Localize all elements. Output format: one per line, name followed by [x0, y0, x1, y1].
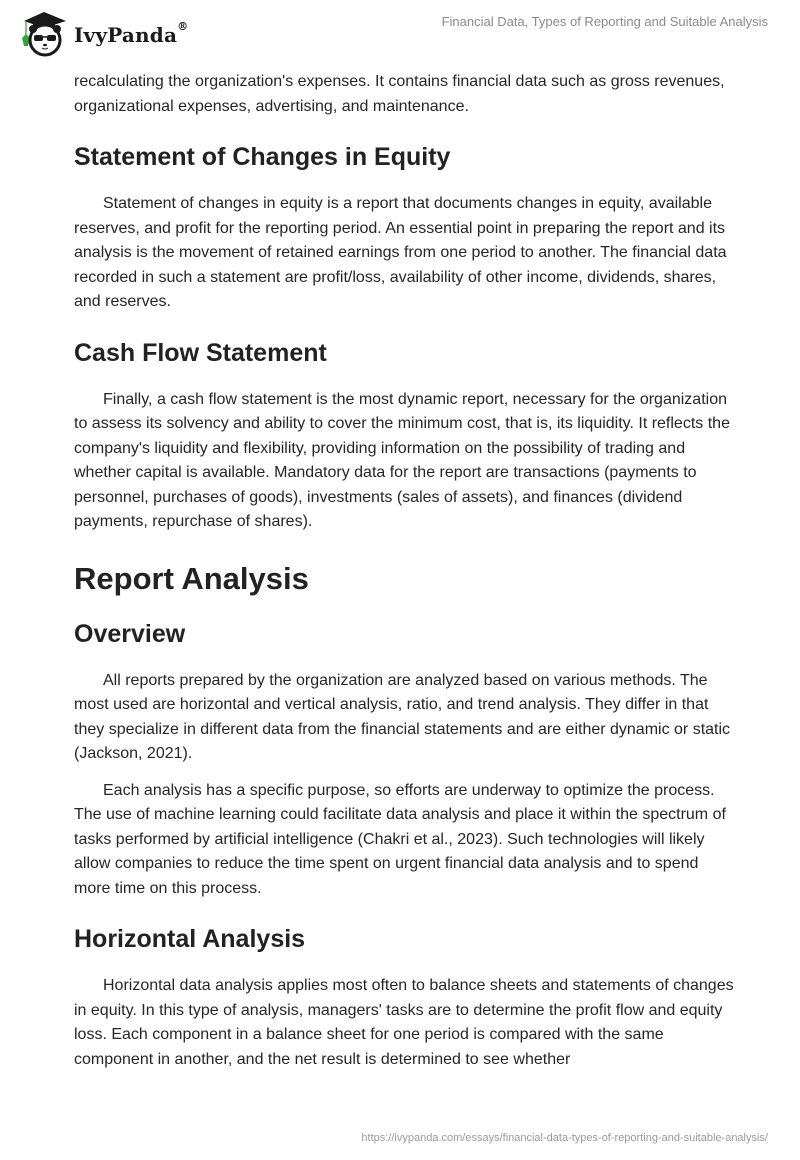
paragraph-overview-1: All reports prepared by the organization are analyzed based on various methods. The most used are horizontal and vertical analysis, ratio, and trend analysis. They differ in that they specialize in different data from the financial statements and are either dynamic or static (Jackson, 2021).: [74, 671, 731, 762]
paragraph-cash-flow: Finally, a cash flow statement is the most dynamic report, necessary for the organization to assess its solvency and ability to cover the minimum cost, that is, its liquidity. It reflects the company's liquidity and flexibility, providing information on the possibility of trading and whether capital is available. Mandatory data for the report are transactions (payments to personnel, purchases of goods), investments (sales of assets), and finances (dividend payments, repurchase of shares).: [74, 390, 730, 530]
section-heading-overview: Overview: [74, 619, 186, 648]
main-heading-report-analysis: Report Analysis: [74, 560, 309, 596]
section-heading-cash-flow: Cash Flow Statement: [74, 338, 327, 367]
brand-name: IvyPanda®: [74, 20, 189, 47]
paragraph-horizontal-analysis: Horizontal data analysis applies most often to balance sheets and statements of changes in equity. In this type of analysis, managers' tasks are to determine the profit flow and equity loss. Each component in a balance sheet for one period is compared with the same component in another, and the net result is determined to see whether: [74, 977, 734, 1068]
document-title: Financial Data, Types of Reporting and Suitable Analysis: [441, 14, 768, 29]
section-heading-horizontal-analysis: Horizontal Analysis: [74, 925, 306, 953]
paragraph-overview-2: Each analysis has a specific purpose, so efforts are underway to optimize the process. The use of machine learning could facilitate data analysis and place it within the spectrum of tasks performed by artificial intelligence (Chakri et al., 2023). Such technologies will likely allow companies to reduce the time spent on urgent financial data analysis and to spend more time on this process.: [74, 781, 726, 897]
panda-graduate-icon: [16, 8, 72, 58]
article-body: [74, 70, 734, 1072]
page-header: [0, 0, 800, 60]
brand-logo[interactable]: [16, 8, 188, 58]
section-heading-equity: Statement of Changes in Equity: [74, 143, 451, 171]
source-url-link[interactable]: https://ivypanda.com/essays/financial-data-types-of-reporting-and-suitable-analysis/: [361, 1132, 768, 1144]
paragraph-equity: Statement of changes in equity is a report that documents changes in equity, available reserves, and profit for the reporting period. An essential point in preparing the report and its analysis is the movement of retained earnings from one period to another. The financial data recorded in such a statement are profit/loss, availability of other income, dividends, shares, and reserves.: [74, 195, 727, 310]
intro-paragraph: recalculating the organization's expenses. It contains financial data such as gross revenues, organizational expenses, advertising, and maintenance.: [74, 73, 725, 115]
